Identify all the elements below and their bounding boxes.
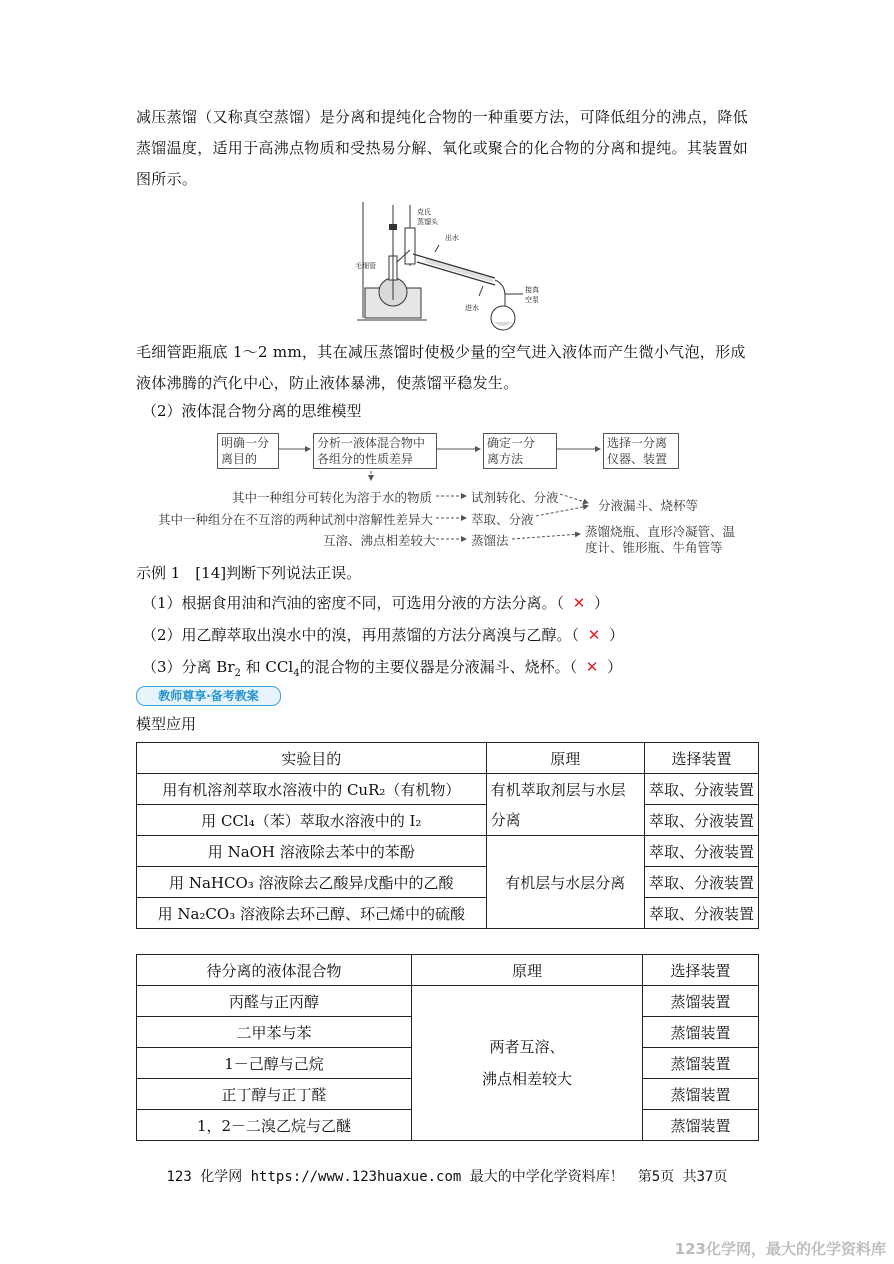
table-row: 用有机溶剂萃取水溶液中的 CuR₂（有机物） 有机萃取剂层与水层 分离 萃取、分液装置 — [137, 774, 759, 805]
wrong-mark-icon: ✕ — [587, 626, 601, 644]
example-title: 示例 1 [14]判断下列说法正误。 — [136, 564, 362, 582]
table-row: 用 NaHCO₃ 溶液除去乙酸异戊酯中的乙酸 萃取、分液装置 — [137, 867, 759, 898]
table-header: 原理 — [486, 743, 644, 774]
flow-condition-2: 其中一种组分在不互溶的两种试剂中溶解性差异大 — [158, 512, 434, 527]
table-header: 原理 — [412, 955, 643, 986]
label-capillary: 毛细管 — [355, 262, 376, 270]
distillation-table — [136, 954, 759, 1141]
page-footer: 123 化学网 https://www.123huaxue.com 最大的中学化学资料库！ 第5页 共37页 — [166, 1169, 728, 1185]
flow-box-goal: 明确一分 离目的 — [217, 433, 279, 469]
table-row: 用 NaOH 溶液除去苯中的苯酚 有机层与水层分离 萃取、分液装置 — [137, 836, 759, 867]
flow-arrows — [0, 0, 894, 560]
flow-condition-1: 其中一种组分可转化为溶于水的物质 — [232, 490, 433, 505]
flow-box-analyze: 分析一液体混合物中 各组分的性质差异 — [313, 433, 437, 469]
wrong-mark-icon: ✕ — [585, 658, 599, 676]
flow-box-equipment: 选择一分离 仪器、装置 — [603, 433, 679, 469]
table-row: 1，2－二溴乙烷与乙醚 蒸馏装置 — [137, 1110, 759, 1141]
label-claisen: 克氏 — [417, 208, 431, 216]
table-header: 待分离的液体混合物 — [137, 955, 412, 986]
table-row: 1－己醇与己烷 蒸馏装置 — [137, 1048, 759, 1079]
label-water-out: 出水 — [445, 234, 459, 242]
flow-method-2: 萃取、分液 — [471, 512, 534, 527]
flow-equipment-2b: 度计、锥形瓶、牛角管等 — [585, 540, 723, 555]
label-distill-head: 蒸馏头 — [417, 218, 438, 226]
table-row: 丙醛与正丙醇 两者互溶、 沸点相差较大 蒸馏装置 — [137, 986, 759, 1017]
example-item-1: （1）根据食用油和汽油的密度不同，可选用分液的方法分离。（ ✕ ） — [142, 594, 610, 612]
teacher-badge: 教师尊享·备考教案 — [136, 686, 281, 706]
flow-method-1: 试剂转化、分液 — [471, 490, 559, 505]
intro-paragraph: 减压蒸馏（又称真空蒸馏）是分离和提纯化合物的一种重要方法，可降低组分的沸点，降低蒸馏温度，适用于高沸点物质和受热易分解、氧化或聚合的化合物的分离和提纯。其装置如图所示。 — [136, 108, 749, 188]
table-row: 用 Na₂CO₃ 溶液除去环己醇、环己烯中的硫酸 萃取、分液装置 — [137, 898, 759, 929]
watermark: 123化学网，最大的化学资料库 — [674, 1240, 886, 1258]
capillary-paragraph: 毛细管距瓶底 1～2 mm，其在减压蒸馏时使极少量的空气进入液体而产生微小气泡，形成液体沸腾的汽化中心，防止液体暴沸，使蒸馏平稳发生。 — [136, 343, 746, 392]
table-header: 选择装置 — [643, 955, 759, 986]
label-vacuum-2: 空泵 — [525, 296, 539, 304]
example-item-3: （3）分离 $Br_2$ 和 CCl$_4$的混合物的主要仪器是分液漏斗、烧杯。（ ✕ ） — [142, 658, 623, 679]
model-title: 模型应用 — [136, 715, 197, 733]
section-title: （2）液体混合物分离的思维模型 — [142, 402, 362, 420]
flow-equipment-1: 分液漏斗、烧杯等 — [598, 498, 699, 513]
table-row: 正丁醇与正丁醛 蒸馏装置 — [137, 1079, 759, 1110]
table-header-row — [137, 743, 759, 774]
label-vacuum-1: 接真 — [525, 286, 539, 294]
table-row: 二甲苯与苯 蒸馏装置 — [137, 1017, 759, 1048]
extraction-table — [136, 742, 759, 929]
table-row: 用 CCl₄（苯）萃取水溶液中的 I₂ 萃取、分液装置 — [137, 805, 759, 836]
flow-equipment-2a: 蒸馏烧瓶、直形冷凝管、温 — [585, 524, 736, 539]
wrong-mark-icon: ✕ — [572, 594, 586, 612]
flow-method-3: 蒸馏法 — [471, 533, 509, 548]
table-header: 选择装置 — [644, 743, 758, 774]
table-header: 实验目的 — [137, 743, 487, 774]
label-water-in: 进水 — [465, 304, 479, 312]
flow-box-method: 确定一分 离方法 — [483, 433, 557, 469]
flow-condition-3: 互溶、沸点相差较大 — [323, 533, 436, 548]
table-header-row — [137, 955, 759, 986]
example-item-2: （2）用乙醇萃取出溴水中的溴，再用蒸馏的方法分离溴与乙醇。（ ✕ ） — [142, 626, 625, 644]
